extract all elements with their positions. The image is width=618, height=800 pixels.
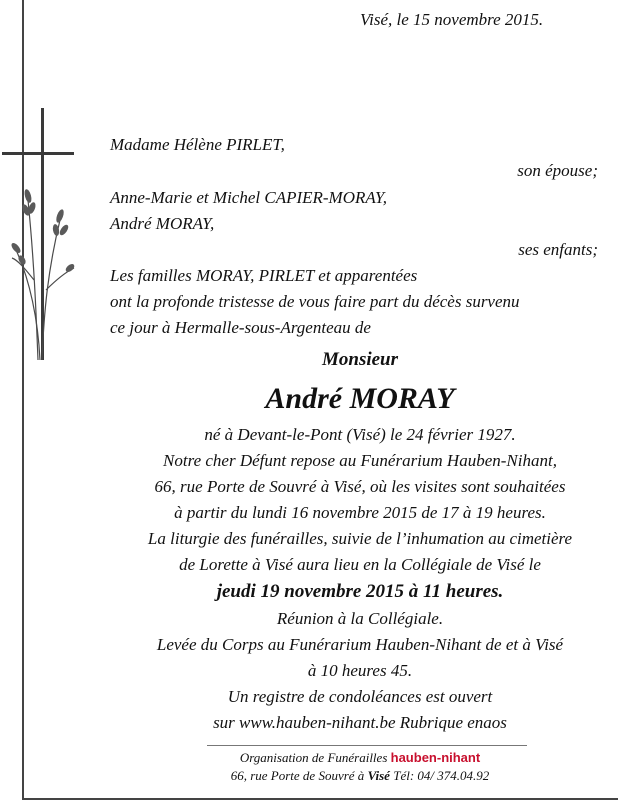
body-line-2: Notre cher Défunt repose au Funérarium Hauben-Nihant,	[163, 451, 557, 470]
footer-phone: Tél: 04/ 374.04.92	[393, 768, 490, 783]
body-line-8: Levée du Corps au Funérarium Hauben-Nihant de et à Visé	[156, 635, 564, 654]
cross-bar	[2, 152, 74, 155]
wife-name: Madame Hélène PIRLET,	[110, 135, 285, 154]
body-line-6: de Lorette à Visé aura lieu en la Collégiale de Visé le	[179, 555, 541, 574]
footer-address	[110, 768, 610, 784]
families-line-3: ce jour à Hermalle-sous-Argenteau de	[110, 318, 371, 337]
website-line: sur www.hauben-nihant.be Rubrique enaos	[213, 713, 507, 732]
footer-divider	[207, 745, 527, 746]
footer-address-prefix: 66, rue Porte de Souvré à	[230, 768, 365, 783]
birth-line: né à Devant-le-Pont (Visé) le 24 février 1927.	[204, 425, 516, 444]
children-line-1: Anne-Marie et Michel CAPIER-MORAY,	[110, 188, 387, 207]
wife-role: son épouse;	[517, 161, 598, 180]
body-line-7: Réunion à la Collégiale.	[276, 609, 444, 628]
body-line-5: La liturgie des funérailles, suivie de l’inhumation au cimetière	[147, 529, 573, 548]
body-line-10: Un registre de condoléances est ouvert	[227, 687, 493, 706]
wheat-icon	[8, 160, 78, 360]
brand-logo: hauben-nihant	[390, 750, 481, 765]
families-line-1: Les familles MORAY, PIRLET et apparentées	[110, 266, 418, 285]
deceased-name: André MORAY	[265, 382, 455, 415]
footer-org-prefix: Organisation de Funérailles	[239, 750, 388, 765]
ceremony-date: jeudi 19 novembre 2015 à 11 heures.	[216, 581, 504, 602]
deceased-title: Monsieur	[321, 349, 399, 370]
body-line-3: 66, rue Porte de Souvré à Visé, où les visites sont souhaitées	[154, 477, 566, 496]
body-line-9: à 10 heures 45.	[307, 661, 413, 680]
children-role: ses enfants;	[518, 240, 598, 259]
body-line-4: à partir du lundi 16 novembre 2015 de 17 à 19 heures.	[174, 503, 546, 522]
footer-city: Visé	[367, 768, 390, 783]
footer-organisation	[110, 750, 610, 766]
families-line-2: ont la profonde tristesse de vous faire part du décès survenu	[110, 292, 520, 311]
children-line-2: André MORAY,	[110, 214, 215, 233]
date-line: Visé, le 15 novembre 2015.	[360, 10, 544, 29]
